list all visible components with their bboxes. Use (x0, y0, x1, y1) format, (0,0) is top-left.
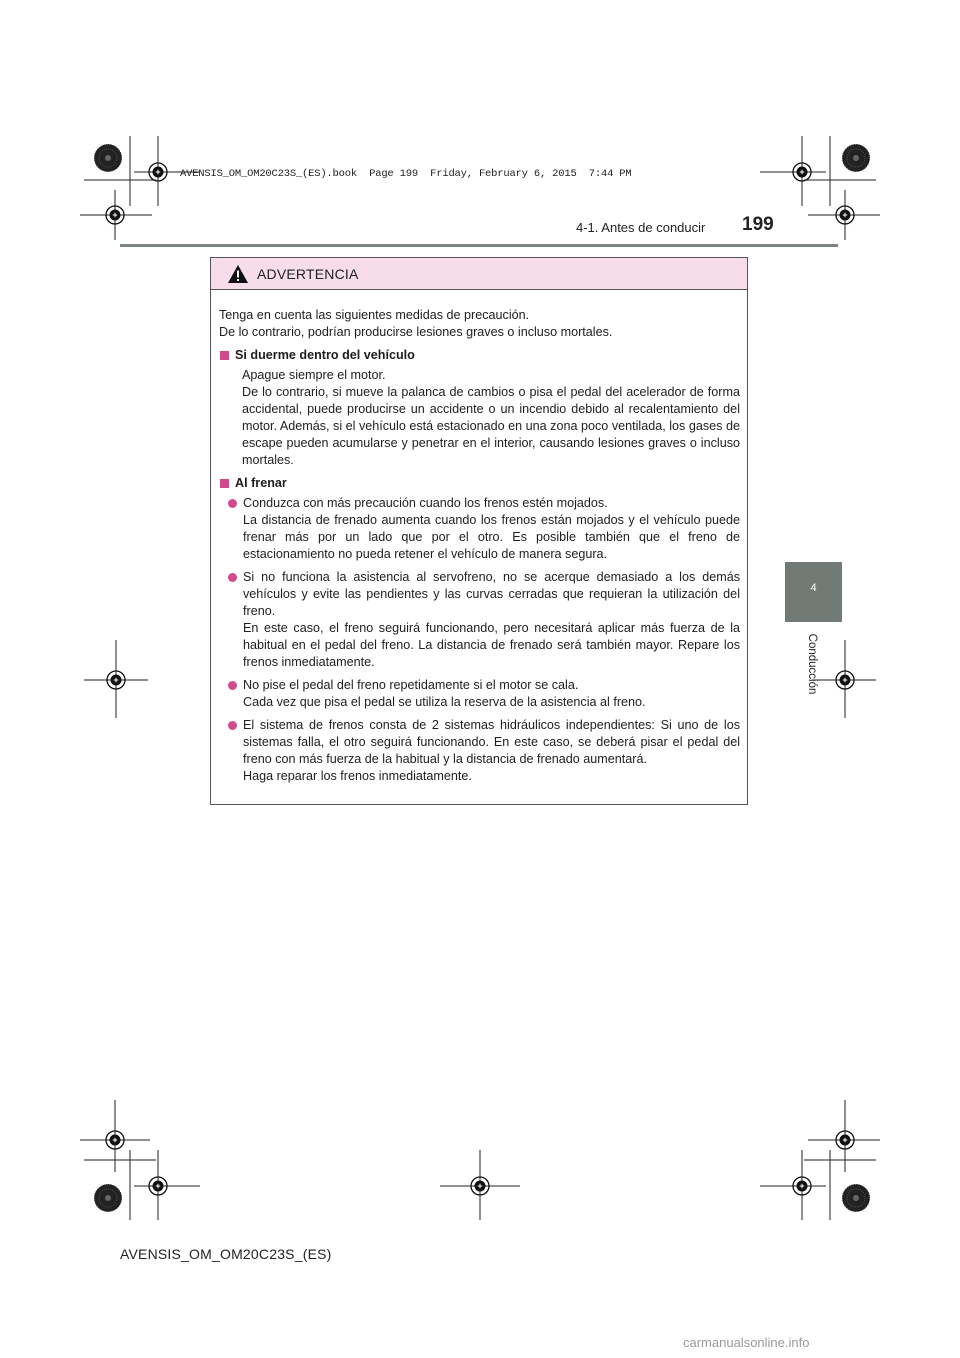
watermark-text: carmanualsonline.info (683, 1335, 810, 1350)
bullet-line: Haga reparar los frenos inmediatamente. (243, 769, 472, 783)
paragraph: Apague siempre el motor. (242, 368, 386, 382)
intro-line: Tenga en cuenta las siguientes medidas de precaución. (219, 308, 530, 322)
chapter-label: Conducción (806, 633, 818, 695)
round-bullet-icon (228, 573, 237, 582)
section-title: 4-1. Antes de conducir (576, 220, 706, 235)
section-heading-text: Al frenar (235, 476, 287, 490)
list-item (219, 569, 740, 671)
round-bullet-icon (228, 681, 237, 690)
warning-triangle-icon (227, 264, 249, 284)
round-bullet-icon (228, 499, 237, 508)
page-number: 199 (742, 214, 774, 235)
bullet-line: El sistema de frenos consta de 2 sistemas hidráulicos independientes: Si uno de los sistemas falla, el otro seguirá funcionando. En este caso, se deberá pisar el pedal del freno con más fuerza de la habitual y la distancia de frenado aumentará. (243, 718, 740, 766)
square-bullet-icon (220, 479, 229, 488)
list-item (219, 495, 740, 563)
section-text (219, 367, 740, 469)
list-item (219, 677, 740, 711)
bullet-line: Si no funciona la asistencia al servofreno, no se acerque demasiado a los demás vehículos y evite las pendientes y las curvas cerradas que requieran la utilización del freno. (243, 570, 740, 618)
warning-box (210, 257, 748, 805)
header-rule (120, 244, 838, 247)
square-bullet-icon (220, 351, 229, 360)
chapter-tab (785, 562, 842, 622)
warning-body (211, 290, 747, 785)
bullet-line: Conduzca con más precaución cuando los frenos estén mojados. (243, 496, 608, 510)
footer-document-code: AVENSIS_OM_OM20C23S_(ES) (120, 1246, 332, 1262)
warning-header (211, 258, 747, 290)
section-heading-text: Si duerme dentro del vehículo (235, 348, 415, 362)
section-heading (219, 475, 740, 492)
bullet-line: Cada vez que pisa el pedal se utiliza la reserva de la asistencia al freno. (243, 695, 646, 709)
bullet-line: En este caso, el freno seguirá funcionando, pero necesitará aplicar más fuerza de la habitual en el pedal del freno. La distancia de frenado será también mayor. Repare los frenos inmediatamente. (243, 621, 740, 669)
section-heading (219, 347, 740, 364)
paragraph: De lo contrario, si mueve la palanca de cambios o pisa el pedal del acelerador de forma accidental, puede producirse un accidente o un incendio debido al recalentamiento del motor. Además, si el vehículo está estacionado en una zona poco ventilada, los gases de escape pueden acumularse y penetrar en el interior, causando lesiones graves o incluso mortales. (242, 385, 740, 467)
book-file-info: AVENSIS_OM_OM20C23S_(ES).book Page 199 Friday, February 6, 2015 7:44 PM (180, 168, 632, 180)
bullet-line: La distancia de frenado aumenta cuando los frenos están mojados y el vehículo puede frenar más por un lado que por el otro. Es posible también que el freno de estacionamiento no pueda retener el vehículo de manera segura. (243, 513, 740, 561)
intro-line: De lo contrario, podrían producirse lesiones graves o incluso mortales. (219, 325, 613, 339)
chapter-number: 4 (810, 582, 817, 594)
list-item (219, 717, 740, 785)
bullet-line: No pise el pedal del freno repetidamente si el motor se cala. (243, 678, 579, 692)
round-bullet-icon (228, 721, 237, 730)
warning-title: ADVERTENCIA (257, 265, 359, 282)
warning-intro (219, 307, 740, 341)
